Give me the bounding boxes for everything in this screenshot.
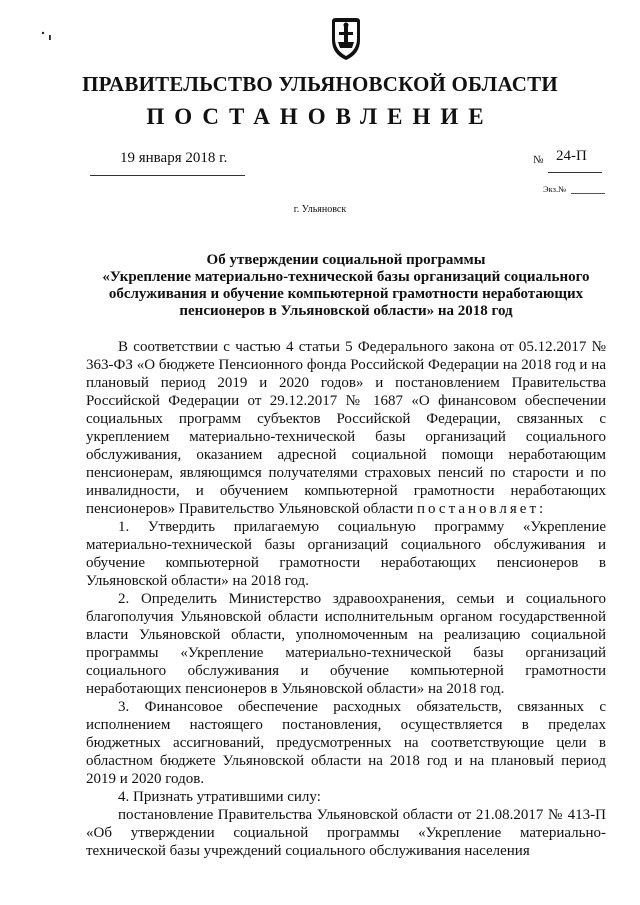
preamble-paragraph — [86, 338, 606, 518]
city: г. Ульяновск — [293, 204, 347, 215]
copy-number-line — [571, 193, 605, 194]
title-line: обслуживания и обучение компьютерной грамотности неработающих — [108, 286, 584, 302]
document-type: ПОСТАНОВЛЕНИЕ — [146, 104, 494, 129]
clause-4-item: постановление Правительства Ульяновской области от 21.08.2017 № 413-П «Об утверждении социальной программы «Укрепление материально-технической базы учреждений социального обслуживания населения — [86, 807, 606, 859]
preamble-text: В соответствии с частью 4 статьи 5 Федерального закона от 05.12.2017 № 363-ФЗ «О бюджете Пенсионного фонда Российской Федерации на 2018 год и на плановый период 2019 и 2020 годов» и постановлением Правительства Российской Федерации от 29.12.2017 № 1687 «О финансовом обеспечении социальных программ субъектов Российской Федерации, связанных с укреплением материально-технической базы организаций социального обслуживания, оказанием адресной социальной помощи неработающим пенсионерам, являющимся получателями страховых пенсий по старости и по инвалидности, и обучением компьютерной грамотности неработающих пенсионеров» Правительство Ульяновской области — [86, 339, 606, 517]
clause-4: 4. Признать утратившими силу: — [118, 789, 321, 805]
clause-2: 2. Определить Министерство здравоохранения, семьи и социального благополучия Ульяновской области исполнительным органом государственной власти Ульяновской области, уполномоченным на реализацию социальной программы «Укрепление материально-технической базы организаций социального обслуживания и обучение компьютерной грамотности неработающих пенсионеров в Ульяновской области» на 2018 год. — [86, 591, 606, 697]
number-prefix: № — [533, 154, 544, 166]
title-line: «Укрепление материально-технической базы организаций социального — [102, 269, 590, 285]
title-line: пенсионеров в Ульяновской области» на 2018 год — [179, 303, 513, 319]
resolution-verb: постановляет: — [417, 501, 547, 517]
scan-specks — [40, 30, 60, 44]
number-underline — [548, 172, 602, 173]
coat-of-arms-icon — [326, 16, 366, 62]
document-number: 24-П — [556, 148, 587, 164]
clause-3: 3. Финансовое обеспечение расходных обязательств, связанных с исполнением настоящего постановления, осуществляется в пределах бюджетных ассигнований, предусмотренных на соответствующие цели в областном бюджете Ульяновской области на 2018 год и на плановый период 2019 и 2020 годов. — [86, 699, 606, 787]
organization-name: ПРАВИТЕЛЬСТВО УЛЬЯНОВСКОЙ ОБЛАСТИ — [82, 72, 558, 96]
clause-1: 1. Утвердить прилагаемую социальную программу «Укрепление материально-технической базы организаций социального обслуживания и обучение компьютерной грамотности неработающих пенсионеров в Ульяновской области» на 2018 год. — [86, 519, 606, 589]
copy-number-label: Экз.№ — [543, 184, 567, 194]
title-line: Об утверждении социальной программы — [206, 252, 486, 268]
document-body — [86, 338, 606, 860]
document-title — [86, 252, 606, 320]
document-date: 19 января 2018 г. — [120, 150, 228, 166]
date-underline — [90, 175, 245, 176]
